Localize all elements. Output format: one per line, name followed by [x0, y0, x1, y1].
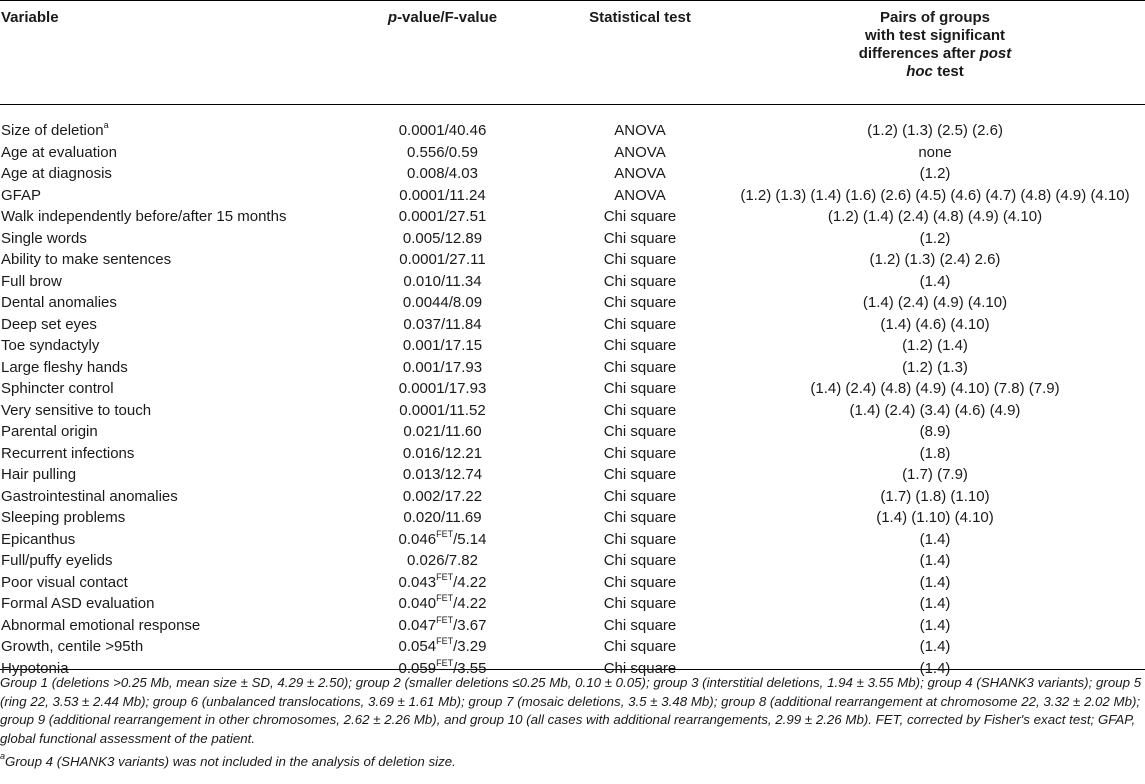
- table-row: [0, 206, 1145, 228]
- table-row: [0, 163, 1145, 185]
- cell-statistical-test: ANOVA: [614, 186, 666, 204]
- cell-pairs: (1.7) (1.8) (1.10): [880, 487, 990, 505]
- cell-pvalue: 0.001/17.15: [402, 337, 483, 354]
- cell-pvalue: 0.021/11.60: [403, 423, 482, 440]
- cell-statistical-test: Chi square: [603, 315, 677, 333]
- table-row: [0, 464, 1145, 486]
- cell-variable: Deep set eyes: [1, 315, 97, 333]
- cell-pairs: (1.2) (1.3) (1.4) (1.6) (2.6) (4.5) (4.6) (4.7) (4.8) (4.9) (4.10): [740, 186, 1130, 204]
- cell-statistical-test: ANOVA: [614, 143, 666, 161]
- cell-variable: Recurrent infections: [1, 444, 135, 462]
- table-header-row: [0, 0, 1145, 113]
- cell-pvalue: 0.002/17.22: [402, 487, 483, 505]
- cell-pairs: (1.4): [919, 573, 951, 591]
- table-notes: [0, 674, 1145, 772]
- cell-pairs: (1.4) (1.10) (4.10): [876, 509, 994, 526]
- cell-statistical-test: Chi square: [603, 337, 677, 354]
- table-row: [0, 357, 1145, 379]
- cell-pairs: (1.4): [919, 530, 951, 548]
- cell-variable: Large fleshy hands: [1, 358, 128, 376]
- cell-variable: Epicanthus: [1, 530, 76, 548]
- footnote-a: $^a$Group 4 (SHANK3 variants) was not included in the analysis of deletion size.: [0, 751, 456, 769]
- cell-statistical-test: Chi square: [603, 423, 677, 440]
- cell-pairs: (1.8): [919, 444, 951, 462]
- cell-statistical-test: Chi square: [603, 380, 677, 397]
- cell-variable: Hypotonia: [1, 659, 69, 677]
- cell-pairs: (1.4) (2.4) (4.8) (4.9) (4.10) (7.8) (7.9): [810, 380, 1060, 397]
- cell-variable: Walk independently before/after 15 months: [1, 208, 287, 225]
- cell-variable: Sleeping problems: [1, 509, 126, 526]
- cell-pairs: (8.9): [919, 423, 951, 440]
- cell-variable: Sphincter control: [1, 380, 114, 397]
- cell-variable: Toe syndactyly: [1, 337, 100, 354]
- cell-pvalue: 0.0001/27.11: [399, 251, 486, 268]
- cell-pvalue: $0.040^{FET}/4.22$: [398, 593, 487, 612]
- table-row: [0, 335, 1145, 357]
- cell-variable: Full brow: [1, 272, 62, 290]
- table-row: [0, 228, 1145, 250]
- cell-statistical-test: Chi square: [603, 466, 677, 483]
- cell-pairs: (1.2) (1.3) (2.5) (2.6): [867, 122, 1003, 139]
- cell-statistical-test: Chi square: [603, 509, 677, 526]
- header-pvalue: p-value/F-value: [387, 9, 498, 26]
- cell-pairs: (1.7) (7.9): [902, 466, 968, 483]
- table-row: [0, 572, 1145, 594]
- cell-pvalue: 0.0001/11.52: [399, 401, 486, 419]
- cell-pvalue: 0.037/11.84: [403, 315, 482, 333]
- cell-variable: Hair pulling: [1, 466, 77, 483]
- cell-variable: Single words: [1, 229, 87, 247]
- table-row: [0, 507, 1145, 529]
- cell-pvalue: 0.0001/17.93: [398, 380, 487, 397]
- table-row: [0, 113, 1145, 142]
- cell-statistical-test: Chi square: [603, 552, 677, 569]
- table-body: [0, 113, 1145, 679]
- table-row: [0, 615, 1145, 637]
- cell-pvalue: 0.026/7.82: [407, 552, 478, 569]
- header-pairs: Pairs of groups with test significant differences after post hoc test: [858, 9, 1012, 80]
- cell-pvalue: 0.556/0.59: [407, 143, 478, 161]
- cell-pvalue: $0.046^{FET}/5.14$: [398, 528, 487, 548]
- cell-variable: Parental origin: [1, 423, 98, 440]
- cell-pvalue: $0.054^{FET}/3.29$: [398, 636, 487, 655]
- cell-variable: Very sensitive to touch: [1, 401, 152, 419]
- cell-pairs: (1.4): [919, 552, 951, 569]
- cell-statistical-test: ANOVA: [614, 165, 666, 182]
- table-row: [0, 378, 1145, 400]
- table-row: [0, 185, 1145, 207]
- cell-variable: Ability to make sentences: [1, 251, 172, 268]
- table-row: [0, 550, 1145, 572]
- cell-variable: Growth, centile >95th: [1, 638, 144, 655]
- cell-statistical-test: Chi square: [603, 616, 677, 634]
- table-row: [0, 142, 1145, 164]
- cell-variable: Abnormal emotional response: [1, 616, 201, 634]
- table-row: [0, 636, 1145, 658]
- cell-pvalue: 0.0044/8.09: [402, 294, 483, 311]
- cell-pvalue: 0.016/12.21: [402, 444, 483, 462]
- cell-pairs: (1.4): [919, 595, 951, 612]
- cell-variable: GFAP: [1, 186, 42, 204]
- cell-statistical-test: Chi square: [603, 208, 677, 225]
- cell-pairs: (1.4): [919, 659, 951, 677]
- cell-pvalue: $0.047^{FET}/3.67$: [398, 614, 487, 634]
- cell-statistical-test: Chi square: [603, 401, 677, 419]
- table-row: [0, 249, 1145, 271]
- cell-pairs: (1.2) (1.3): [902, 358, 968, 376]
- groups-note: Group 1 (deletions >0.25 Mb, mean size ± SD, 4.29 ± 2.50); group 2 (smaller deletions ≤0.25 Mb, 0.10 ± 0.05); group 3 (interstitial deletions, 1.94 ± 3.55 Mb); group 4 (SHANK3 variants); group 5 (ring 22, 3.53 ± 2.44 Mb); group 6 (unbalanced translocations, 3.69 ± 1.61 Mb); group 7 (mosaic deletions, 3.5 ± 3.48 Mb); group 8 (additional rearrangement at chromosome 22, 3.32 ± 2.02 Mb); group 9 (additional rearrangement in other chromosomes, 2.62 ± 2.26 Mb), and group 10 (all cases with additional rearrangements, 2.99 ± 2.26 Mb). FET, corrected by Fisher's exact test; GFAP, global functional assessment of the patient.: [0, 675, 1142, 746]
- cell-variable: Formal ASD evaluation: [1, 595, 155, 612]
- cell-statistical-test: Chi square: [603, 638, 677, 655]
- cell-statistical-test: Chi square: [603, 659, 677, 677]
- cell-pvalue: 0.005/12.89: [402, 229, 483, 247]
- cell-pairs: (1.2) (1.4) (2.4) (4.8) (4.9) (4.10): [827, 208, 1043, 225]
- table-row: [0, 529, 1145, 551]
- header-variable: Variable: [1, 9, 59, 26]
- cell-pairs: (1.2): [919, 229, 951, 247]
- cell-pairs: (1.4) (2.4) (3.4) (4.6) (4.9): [849, 401, 1021, 419]
- cell-variable: Dental anomalies: [1, 294, 117, 311]
- table-row: [0, 400, 1145, 422]
- cell-pvalue: 0.0001/27.51: [398, 208, 487, 225]
- table-row: [0, 593, 1145, 615]
- cell-pairs: (1.2): [919, 165, 951, 182]
- cell-statistical-test: Chi square: [603, 229, 677, 247]
- cell-pvalue: 0.020/11.69: [403, 509, 482, 526]
- cell-statistical-test: Chi square: [603, 595, 677, 612]
- table-row: [0, 443, 1145, 465]
- table-row: [0, 486, 1145, 508]
- table-row: [0, 421, 1145, 443]
- cell-statistical-test: Chi square: [603, 487, 677, 505]
- cell-pvalue: 0.010/11.34: [403, 272, 482, 290]
- cell-variable: Size of deletion$^a$: [1, 120, 109, 139]
- cell-variable: Age at evaluation: [1, 143, 117, 161]
- cell-statistical-test: Chi square: [603, 358, 677, 376]
- cell-variable: Poor visual contact: [1, 573, 128, 591]
- cell-pairs: (1.4): [919, 272, 951, 290]
- cell-statistical-test: Chi square: [603, 573, 677, 591]
- cell-pairs: (1.4): [919, 638, 951, 655]
- cell-variable: Age at diagnosis: [1, 165, 112, 182]
- cell-statistical-test: Chi square: [603, 294, 677, 311]
- cell-pairs: (1.4): [919, 616, 951, 634]
- cell-statistical-test: Chi square: [603, 530, 677, 548]
- cell-statistical-test: ANOVA: [614, 122, 666, 139]
- table-row: [0, 292, 1145, 314]
- cell-variable: Gastrointestinal anomalies: [1, 487, 178, 505]
- cell-pairs: (1.2) (1.4): [902, 337, 968, 354]
- cell-pairs: (1.2) (1.3) (2.4) 2.6): [869, 251, 1001, 268]
- cell-pairs: none: [918, 143, 952, 161]
- cell-statistical-test: Chi square: [603, 444, 677, 462]
- cell-pairs: (1.4) (2.4) (4.9) (4.10): [862, 294, 1008, 311]
- table-row: [0, 271, 1145, 293]
- cell-pvalue: 0.001/17.93: [402, 358, 483, 376]
- cell-pvalue: $0.059^{FET}/3.55$: [398, 657, 487, 677]
- cell-statistical-test: Chi square: [603, 251, 677, 268]
- cell-pvalue: 0.008/4.03: [407, 165, 478, 182]
- cell-pvalue: 0.0001/11.24: [399, 186, 486, 204]
- cell-pvalue: $0.043^{FET}/4.22$: [398, 571, 487, 591]
- cell-pairs: (1.4) (4.6) (4.10): [880, 315, 990, 333]
- cell-pvalue: 0.0001/40.46: [398, 122, 487, 139]
- table-row: [0, 314, 1145, 336]
- header-statistical-test: Statistical test: [589, 9, 691, 26]
- cell-pvalue: 0.013/12.74: [402, 466, 483, 483]
- cell-variable: Full/puffy eyelids: [1, 552, 113, 569]
- cell-statistical-test: Chi square: [603, 272, 677, 290]
